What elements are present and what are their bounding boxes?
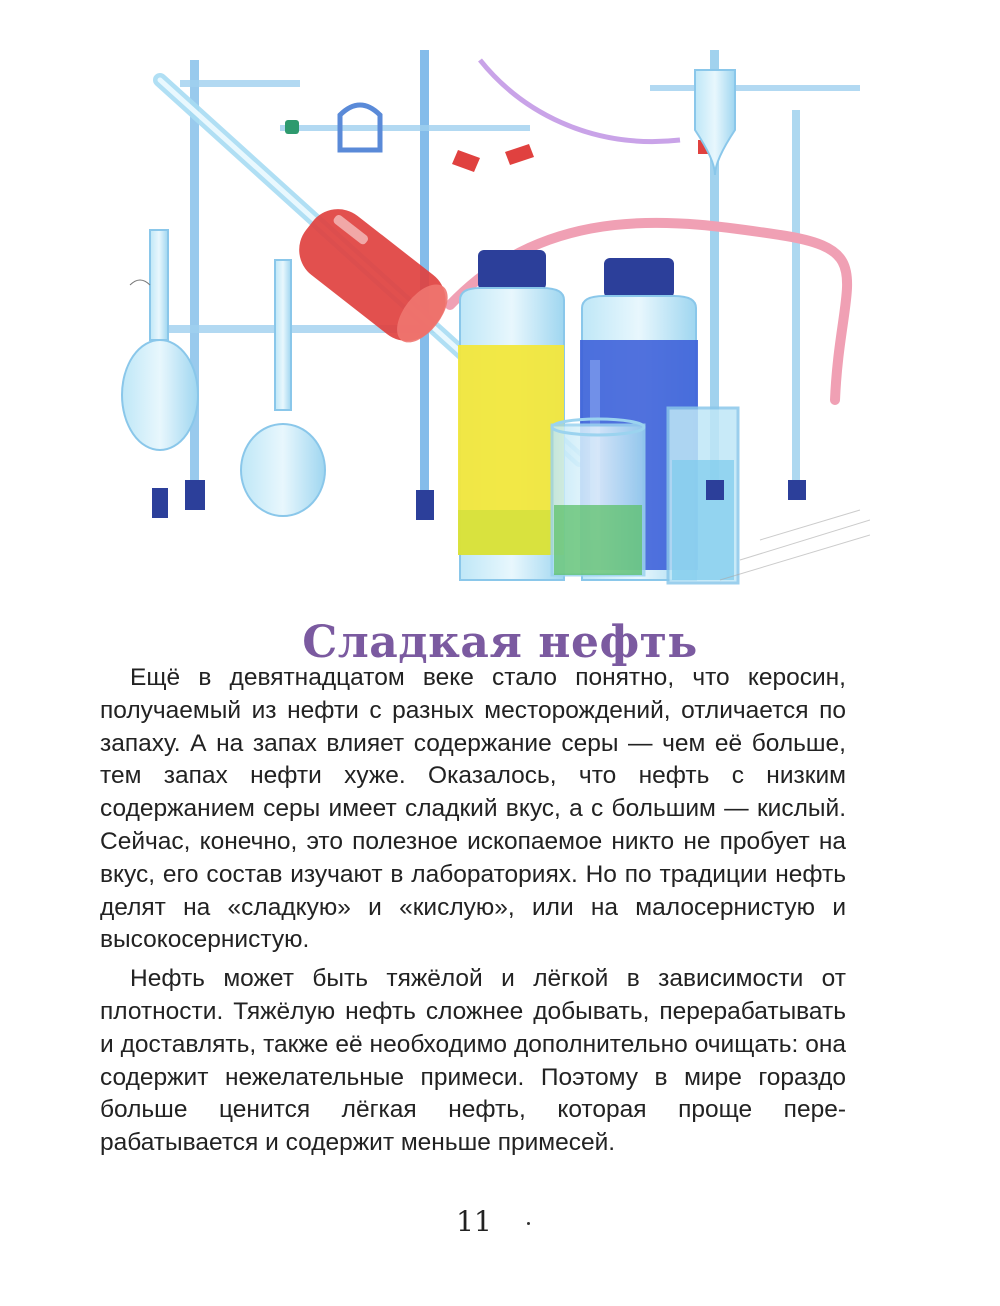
paragraph: Ещё в девятнадцатом веке стало понятно, что керосин, получаемый из нефти с разных месторождений, отличается по запаху. А на запах влияет содержание серы — чем её больше, тем запах нефти хуже. Оказалось, что нефть с низким содержанием серы имеет сладкий вкус, а с большим — кислый. Сейчас, конечно, это полезное ископаемое никто не пробует на вкус, его состав изучают в лабораториях. Но по традиции нефть делят на «сладкую» и «кислую», или на малосернистую и высокосернистую.	[100, 664, 846, 954]
red-clamp-right	[505, 144, 534, 165]
page-number: 11	[456, 1205, 492, 1238]
front-beaker	[552, 419, 644, 575]
article-body	[100, 662, 846, 1160]
red-clamp-left	[452, 150, 480, 172]
round-flask-left	[122, 230, 198, 518]
paragraph: Нефть может быть тяжёлой и лёгкой в зависимости от плотности. Тяжёлую нефть сложнее добывать, перерабатывать и доставлять, также её необходимо дополнительно очищать: она содержит нежелательные примеси. Поэтому в мире гораздо больше ценится лёгкая нефть, которая проще перерабатывается и содержит меньше примесей.	[100, 965, 846, 1157]
yellow-liquid-bottle	[458, 250, 564, 580]
green-clamp-knob	[285, 120, 299, 134]
decorative-dot	[527, 1222, 530, 1225]
article-title: Сладкая нефть	[302, 617, 698, 669]
lab-glassware-illustration	[120, 40, 870, 585]
round-flask-middle	[241, 260, 325, 516]
lab-glassware-drawing	[120, 40, 870, 585]
tall-cylinder	[668, 408, 738, 583]
stand-rod-far-right	[792, 110, 800, 490]
